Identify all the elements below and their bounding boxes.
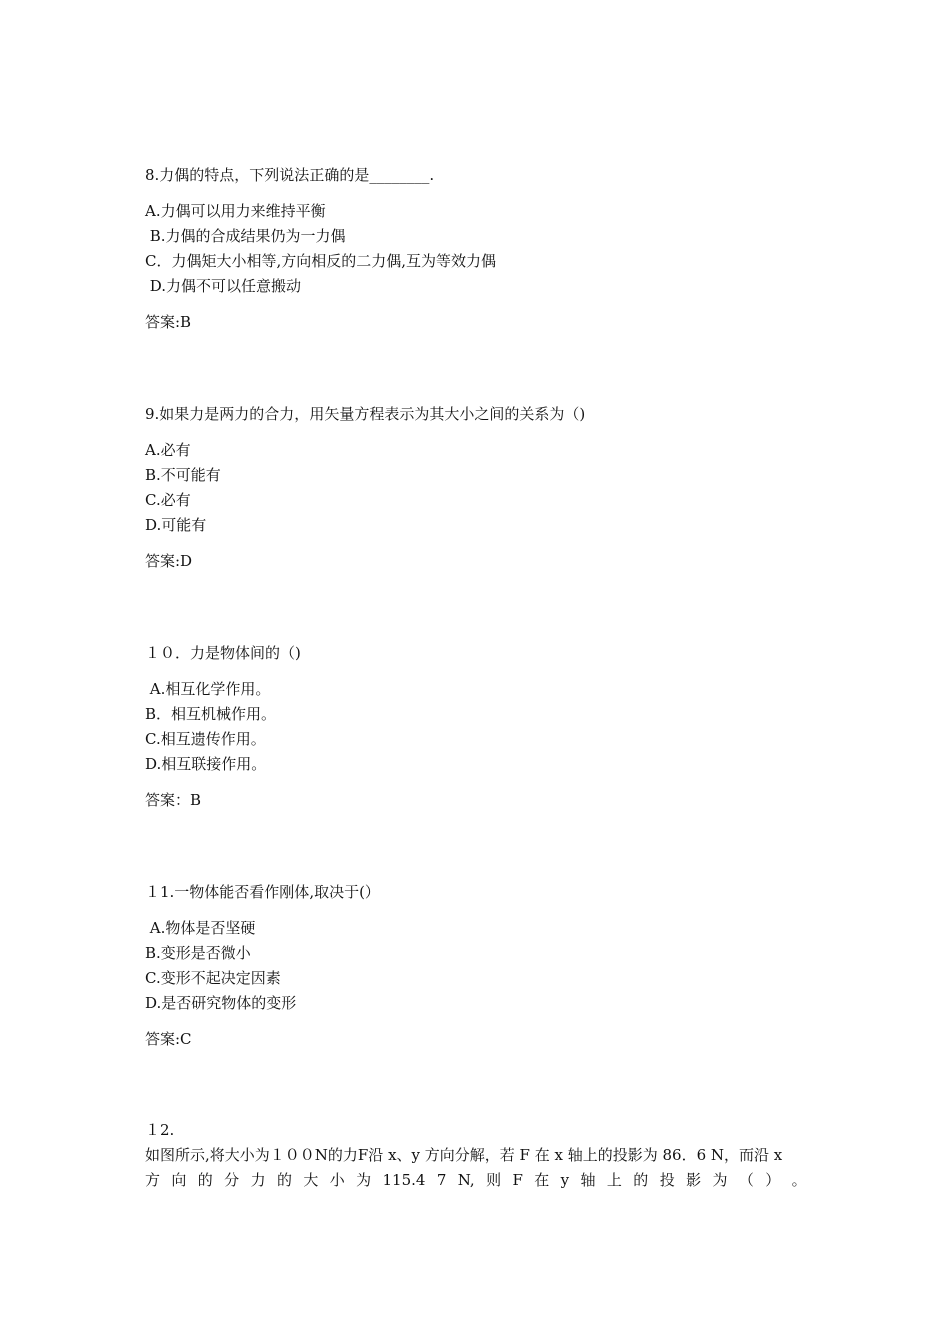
option-d: D.力偶不可以任意搬动 (145, 277, 302, 295)
question-9 (145, 402, 815, 574)
question-number: １2. (145, 1121, 175, 1139)
option-d: D.是否研究物体的变形 (145, 994, 297, 1012)
stem-token: 为 (712, 1171, 728, 1189)
stem-token: ） (765, 1171, 781, 1189)
stem-token: 投 (659, 1171, 675, 1189)
stem-token: 大 (303, 1171, 319, 1189)
option-c: C.变形不起决定因素 (145, 969, 281, 987)
stem-token: y (560, 1171, 570, 1189)
option-d: D.相互联接作用。 (145, 755, 267, 773)
option-a: A.物体是否坚硬 (145, 919, 256, 937)
stem-token: 方 (145, 1171, 161, 1189)
stem-token: 影 (686, 1171, 702, 1189)
answer: 答案:C (145, 1030, 192, 1048)
option-c: C．力偶矩大小相等,方向相反的二力偶,互为等效力偶 (145, 252, 497, 270)
stem-token: 的 (197, 1171, 213, 1189)
option-b: B.不可能有 (145, 466, 221, 484)
question-stem: １1.一物体能否看作刚体,取决于(） (145, 883, 380, 901)
question-11 (145, 880, 815, 1052)
answer: 答案:D (145, 552, 193, 570)
question-10 (145, 641, 815, 813)
option-b: B．相互机械作用。 (145, 705, 277, 723)
stem-token: 。 (791, 1171, 807, 1189)
answer: 答案:B (145, 313, 192, 331)
question-stem: １０．力是物体间的（) (145, 644, 301, 662)
answer: 答案：B (145, 791, 202, 809)
stem-token: 7 (436, 1171, 447, 1189)
question-stem-line-1: 如图所示,将大小为１００N的力F沿 x、y 方向分解，若 F 在 x 轴上的投影为 86．6 N，而沿 x (145, 1146, 783, 1164)
option-b: B.变形是否微小 (145, 944, 251, 962)
question-12 (145, 1118, 815, 1193)
stem-token: 轴 (580, 1171, 596, 1189)
stem-token: 的 (276, 1171, 292, 1189)
option-a: A.相互化学作用。 (145, 680, 271, 698)
option-b: B.力偶的合成结果仍为一力偶 (145, 227, 346, 245)
option-a: A.力偶可以用力来维持平衡 (145, 202, 326, 220)
stem-token: F (512, 1171, 523, 1189)
stem-token: 力 (250, 1171, 266, 1189)
question-stem: 9.如果力是两力的合力，用矢量方程表示为其大小之间的关系为（) (145, 405, 586, 423)
stem-token: N, (457, 1171, 475, 1189)
stem-token: 小 (329, 1171, 345, 1189)
stem-token: 的 (633, 1171, 649, 1189)
stem-token: 向 (171, 1171, 187, 1189)
question-8 (145, 163, 815, 335)
option-c: C.相互遗传作用。 (145, 730, 266, 748)
stem-token: 115.4 (382, 1171, 426, 1189)
stem-token: 在 (534, 1171, 550, 1189)
stem-token: 分 (224, 1171, 240, 1189)
stem-token: 则 (486, 1171, 502, 1189)
option-d: D.可能有 (145, 516, 207, 534)
question-stem-line-2 (145, 1168, 807, 1193)
stem-token: 为 (356, 1171, 372, 1189)
stem-token: 上 (606, 1171, 622, 1189)
option-c: C.必有 (145, 491, 191, 509)
question-stem: 8.力偶的特点，下列说法正确的是________. (145, 166, 435, 184)
option-a: A.必有 (145, 441, 191, 459)
stem-token: （ (738, 1171, 754, 1189)
